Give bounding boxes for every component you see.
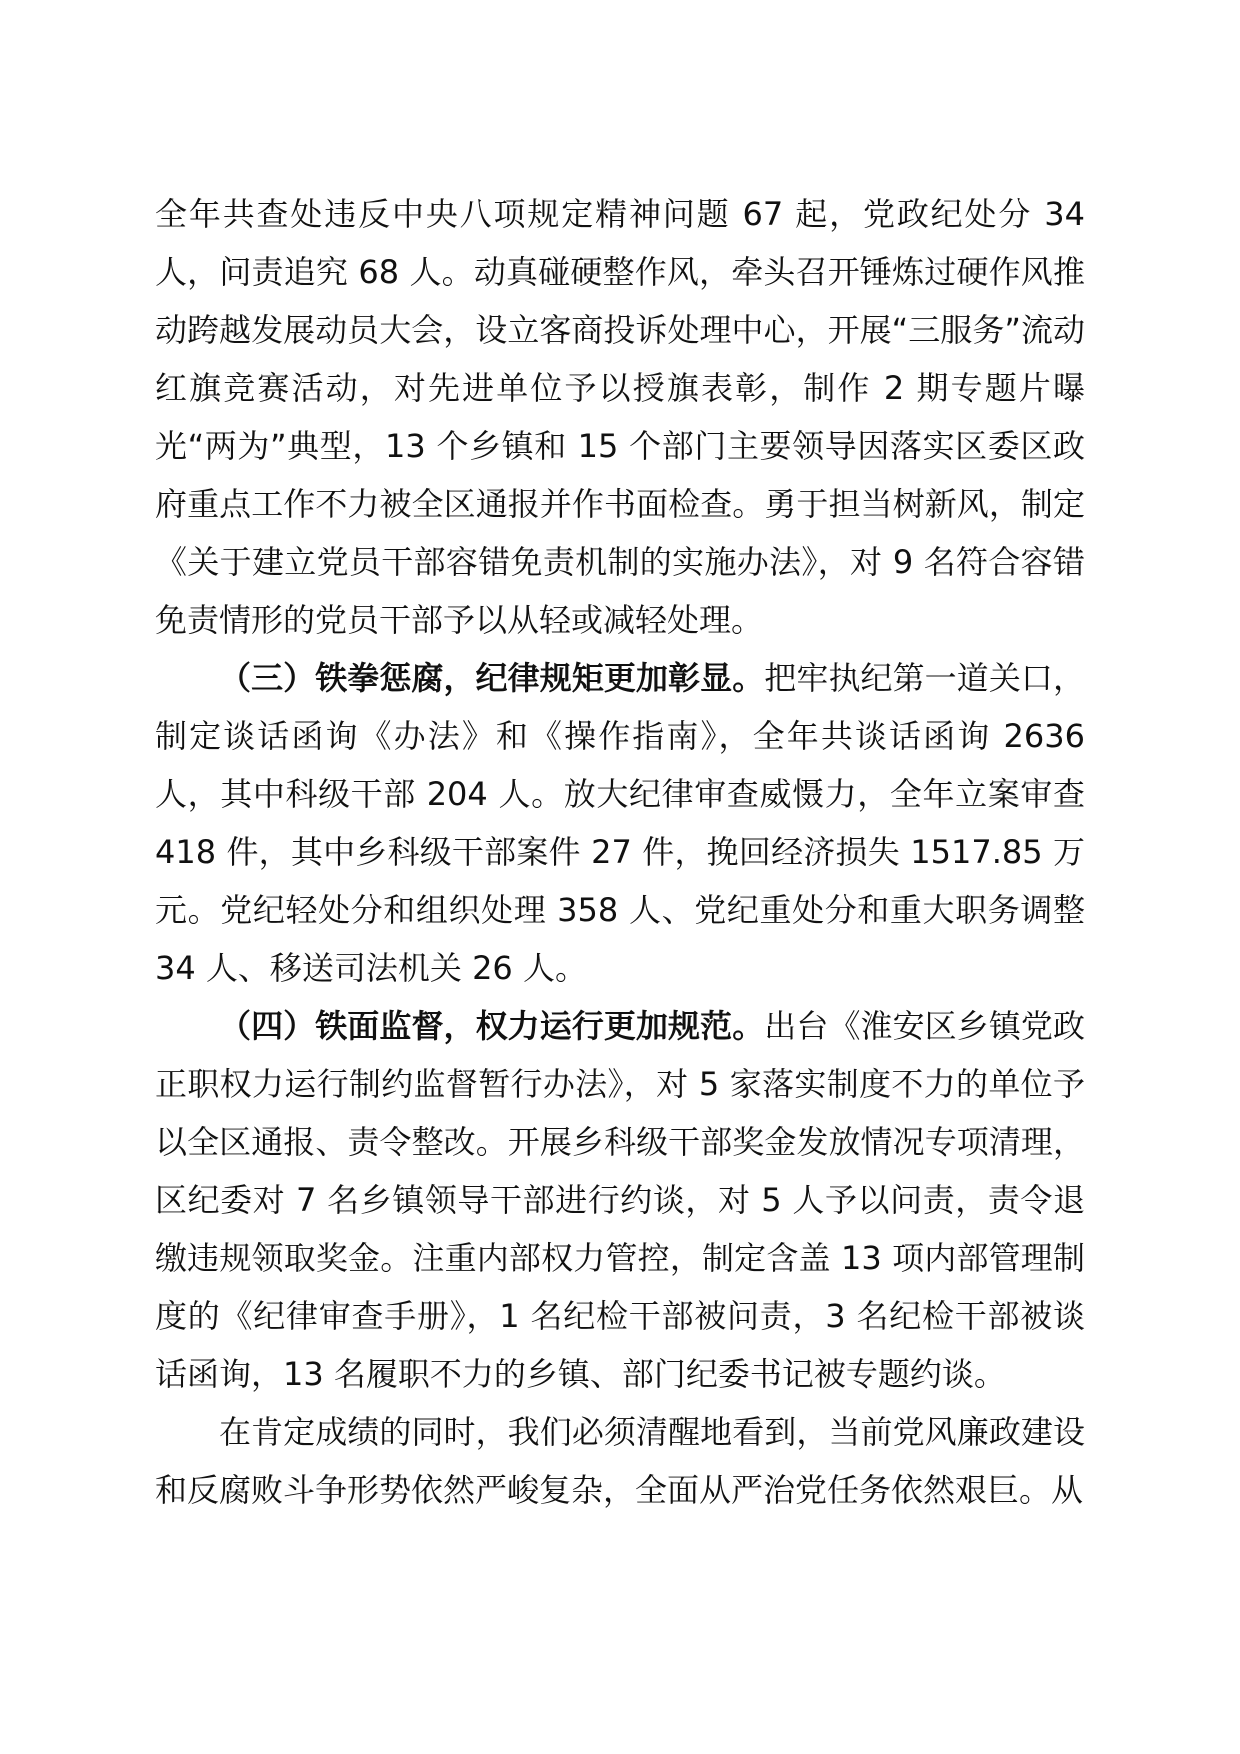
paragraph-1-text: 全年共查处违反中央八项规定精神问题 67 起，党政纪处分 34 人，问责追究 68 人。动真碰硬整作风，牵头召开锤炼过硬作风推动跨越发展动员大会，设立客商投诉处理中心，开展“三服务”流动红旗竞赛活动，对先进单位予以授旗表彰，制作 2 期专题片曝光“两为”典型，13 个乡镇和 15 个部门主要领导因落实区委区政府重点工作不力被全区通报并作书面检查。勇于担当树新风，制定《关于建立党员干部容错免责机制的实施办法》，对 9 名符合容错免责情形的党员干部予以从轻或减轻处理。 — [155, 195, 1085, 639]
paragraph-1 — [155, 185, 1085, 649]
paragraph-3 — [155, 997, 1085, 1403]
paragraph-2-text: 把牢执纪第一道关口，制定谈话函询《办法》和《操作指南》，全年共谈话函询 2636 人，其中科级干部 204 人。放大纪律审查威慑力，全年立案审查 418 件，其中乡科级干部案件 27 件，挽回经济损失 1517.85 万元。党纪轻处分和组织处理 358 人、党纪重处分和重大职务调整 34 人、移送司法机关 26 人。 — [155, 659, 1085, 987]
document-body — [155, 185, 1085, 1519]
section-heading-4: （四）铁面监督，权力运行更加规范。 — [219, 1007, 765, 1045]
paragraph-4-text: 在肯定成绩的同时，我们必须清醒地看到，当前党风廉政建设和反腐败斗争形势依然严峻复杂，全面从严治党任务依然艰巨。从 — [155, 1413, 1085, 1509]
paragraph-2 — [155, 649, 1085, 997]
paragraph-4 — [155, 1403, 1085, 1519]
section-heading-3: （三）铁拳惩腐，纪律规矩更加彰显。 — [219, 659, 765, 697]
paragraph-3-text: 出台《淮安区乡镇党政正职权力运行制约监督暂行办法》，对 5 家落实制度不力的单位予以全区通报、责令整改。开展乡科级干部奖金发放情况专项清理，区纪委对 7 名乡镇领导干部进行约谈，对 5 人予以问责，责令退缴违规领取奖金。注重内部权力管控，制定含盖 13 项内部管理制度的《纪律审查手册》，1 名纪检干部被问责，3 名纪检干部被谈话函询，13 名履职不力的乡镇、部门纪委书记被专题约谈。 — [155, 1007, 1085, 1393]
